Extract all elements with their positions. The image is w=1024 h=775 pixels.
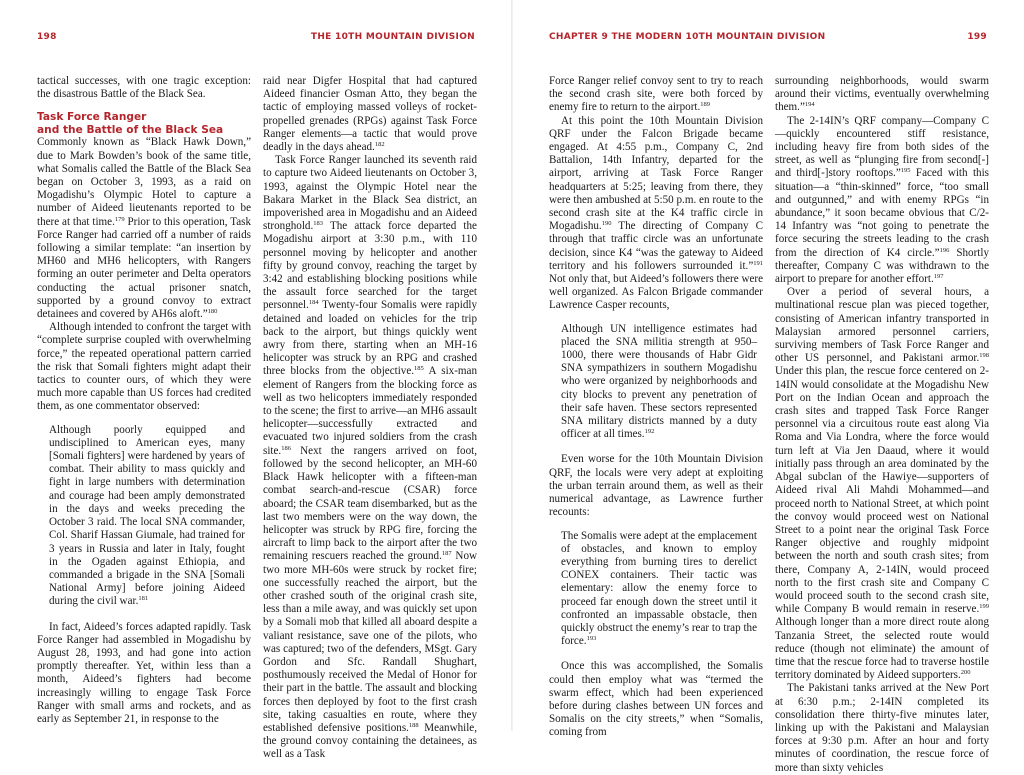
text-run: Next the rangers arrived on foot, followed by the second helicopter, an MH-60 Black Hawk helicopter with a fifteen-man combat search-and-rescue (CSAR) force aboard; the CSAR team disembarked, but as the last two members were on the way down, the helicopter was struck by RPG fire, forcing the aircraft to limp back to the airport after the two remaining rescuers reached the ground. bbox=[263, 444, 477, 563]
text-run: The 2-14IN’s QRF company—Company C—quickly encountered stiff resistance, including heavy fire from both sides of the street, as well as “plunging fire from second[-] and third[-]story rooftops.” bbox=[775, 114, 989, 180]
text-run: Now two more MH-60s were struck by rocket fire; one successfully reached the airport, but the other crashed south of the original crash site, less than a mile away, and was quickly set upon by a Somali mob that killed all aboard despite a valiant resistance, save one of the pilots, who was captured; two of the defenders, MSgt. Gary Gordon and Sfc. Randall Shughart, posthumously received the Medal of Honor for their part in the battle. The assault and blocking forces then deployed by foot to the first crash site, taking casualties en route, where they established defensive positions. bbox=[263, 550, 478, 734]
text-run: raid near Digfer Hospital that had captured Aideed financier Osman Atto, they began the tactic of employing massed volleys of rocket-propelled grenades (RPGs) against Task Force Ranger elements—a tactic that would prove deadly in the days ahead. bbox=[263, 75, 477, 154]
column-3 bbox=[549, 75, 763, 740]
footnote-ref: 197 bbox=[933, 273, 944, 281]
text-run: Over a period of several hours, a multinational rescue plan was pieced together, consisting of American infantry transported in Malaysian armored personnel carriers, surviving members of Task Force Ranger and other US personnel, and Pakistani armor. bbox=[775, 286, 989, 365]
text-run: Faced with this situation—a “thin-skinned” force, “too small and outgunned,” and with enemy RPGs “in abundance,” it soon became obvious that C/2-14 Infantry was “not going to penetrate the force securing the streets leading to the crash from the direction of K4 circle.” bbox=[775, 167, 989, 259]
footnote-ref: 200 bbox=[960, 669, 971, 677]
paragraph bbox=[37, 621, 251, 727]
right-page bbox=[512, 0, 1024, 774]
text-run: Although intended to confront the target with “complete surprise coupled with overwhelming force,” the repeated operational pattern carried the risk that Somali fighters might adapt their tactics to counter ours, of which they were much more capable than US forces had credited them, as one commentator observed: bbox=[37, 321, 251, 413]
footnote-ref: 184 bbox=[308, 299, 319, 307]
text-run: Commonly known as “Black Hawk Down,” due to Mark Bowden’s book of the same title, what Somalis called the Battle of the Black Sea began on October 3, 1993, as a raid on Mogadishu’s Olympic Hotel to capture a number of Aideed lieutenants reported to be there at that time. bbox=[37, 136, 251, 228]
footnote-ref: 193 bbox=[586, 635, 597, 643]
footnote-ref: 188 bbox=[408, 721, 419, 729]
page-number: 199 bbox=[967, 32, 987, 42]
text-run: Although poorly equipped and undisciplined to American eyes, many [Somali fighters] were hardened by years of combat. Their ability to mass quickly and fight in large numbers with determination and courage had been amply demonstrated in the days and weeks preceding the October 3 raid. The local SNA commander, Col. Sharif Hassan Giumale, had trained for 3 years in Russia and later in Italy, fought in the Ogaden against Ethiopia, and commanded a brigade in the SNA [Somali National Army] before joining Aideed during the civil war. bbox=[49, 423, 245, 608]
paragraph bbox=[775, 75, 989, 115]
text-run: Although longer than a more direct route along Tanzania Street, the selected route would reduce (though not eliminate) the amount of time that the rescue force had to traverse hostile territory dominated by Aideed supporters. bbox=[775, 616, 989, 682]
page-number: 198 bbox=[37, 32, 57, 42]
text-run: Task Force Ranger launched its seventh raid to capture two Aideed lieutenants on October 3, 1993, against the Olympic Hotel near the Bakara Market in the Black Sea district, an impoverished area in Mogadishu and an Aideed stronghold. bbox=[263, 154, 477, 233]
running-head: CHAPTER 9 THE MODERN 10TH MOUNTAIN DIVISION bbox=[549, 32, 826, 42]
column-1 bbox=[37, 75, 251, 726]
footnote-ref: 187 bbox=[441, 550, 452, 558]
column-4 bbox=[775, 75, 989, 775]
text-run: The Pakistani tanks arrived at the New Port at 6:30 p.m.; 2-14IN completed its consolidation there thirty-five minutes later, linking up with the Pakistani and Malaysian forces at 9:30 p.m. After an hour and forty minutes of coordination, the rescue force of more than sixty vehicles bbox=[775, 682, 989, 774]
paragraph: tactical successes, with one tragic exception: the disastrous Battle of the Black Sea. bbox=[37, 75, 251, 101]
paragraph bbox=[549, 660, 763, 739]
paragraph bbox=[775, 286, 989, 682]
block-quote bbox=[561, 530, 757, 649]
text-run: Shortly thereafter, Company C was withdrawn to the airport to prepare for another effort. bbox=[775, 246, 989, 286]
paragraph bbox=[549, 115, 763, 313]
paragraph bbox=[37, 321, 251, 413]
footnote-ref: 181 bbox=[138, 595, 149, 603]
footnote-ref: 192 bbox=[644, 428, 655, 436]
text-run: At this point the 10th Mountain Division QRF under the Falcon Brigade became engaged. At 4:55 p.m., Company C, 2nd Battalion, 14th Infantry, departed for the airport, arriving at Task Force Ranger headquarters at 5:25; leaving from there, they were then ambushed at 5:50 p.m. en route to the second crash site at the K4 traffic circle in Mogadishu. bbox=[549, 114, 763, 233]
block-quote bbox=[561, 323, 757, 442]
text-run: The directing of Company C through that traffic circle was an unfortunate decision, since K4 “was the gateway to Aideed territory and his followers surrounded it.” bbox=[549, 220, 763, 272]
text-run: Although UN intelligence estimates had placed the SNA militia strength at 950–1000, there were thousands of Habr Gidr SNA sympathizers in southern Mogadishu who were organized by neighborhoods and city blocks to prevent any penetration of their safe haven. These sectors represented SNA military districts manned by a duty officer at all times. bbox=[561, 322, 757, 441]
footnote-ref: 194 bbox=[804, 101, 815, 109]
footnote-ref: 186 bbox=[281, 444, 291, 452]
heading-line: and the Battle of the Black Sea bbox=[37, 123, 224, 136]
footnote-ref: 179 bbox=[114, 215, 125, 223]
text-run: Prior to this operation, Task Force Ranger had carried off a number of raids following a similar template: “an insertion by MH60 and MH6 helicopters, with Rangers forming an outer perimeter and Delta operators conducting the actual prisoner snatch, supported by a ground convoy to extract detainees and covered by AH6s aloft.” bbox=[37, 215, 251, 321]
text-run: Force Ranger relief convoy sent to try to reach the second crash site, were both forced by enemy fire to return to the airport. bbox=[549, 75, 763, 114]
text-run: In fact, Aideed’s forces adapted rapidly. Task Force Ranger had assembled in Mogadishu by August 28, 1993, and had gone into action promptly thereafter. Yet, within less than a month, Aideed’s fighters had become increasingly willing to engage Task Force Ranger with small arms and rockets, and as early as September 21, in response to the bbox=[37, 620, 251, 725]
paragraph bbox=[263, 75, 477, 154]
section-heading bbox=[37, 111, 251, 136]
footnote-ref: 185 bbox=[414, 365, 424, 373]
left-page bbox=[0, 0, 512, 761]
paragraph bbox=[263, 154, 477, 761]
footnote-ref: 189 bbox=[700, 101, 710, 109]
footnote-ref: 199 bbox=[979, 603, 989, 611]
text-run: Once this was accomplished, the Somalis could then employ what was “termed the swarm effect, which had been experienced before during clashes between UN forces and Somalis on the city streets,” when “Somalis, coming from bbox=[549, 660, 763, 739]
text-run: Even worse for the 10th Mountain Division QRF, the locals were very adept at exploiting the urban terrain around them, as well as their numerical advantage, as Lawrence further recounts: bbox=[549, 453, 763, 519]
text-run: Meanwhile, the ground convoy containing the detainees, as well as a Task bbox=[263, 721, 477, 761]
paragraph bbox=[549, 75, 763, 115]
footnote-ref: 183 bbox=[313, 220, 323, 228]
paragraph bbox=[775, 682, 989, 774]
footnote-ref: 180 bbox=[207, 308, 218, 316]
footnote-ref: 198 bbox=[979, 352, 989, 360]
heading-line: Task Force Ranger bbox=[37, 111, 147, 124]
text-run: The attack force departed the Mogadishu airport at 3:30 p.m., with 110 personnel moving by helicopter and another fifty by ground convoy, reaching the target by 3:42 and establishing blocking positions while the assault force searched for the target personnel. bbox=[263, 220, 477, 312]
text-run: The Somalis were adept at the emplacement of obstacles, and known to employ everything from burning tires to derelict CONEX containers. Their tactic was elementary: allow the enemy force to proceed far enough down the street until it confronted an impassable obstacle, then quickly obstruct the enemy’s rear to trap the force. bbox=[561, 529, 757, 648]
footnote-ref: 190 bbox=[601, 220, 612, 228]
paragraph bbox=[775, 115, 989, 287]
footnote-ref: 191 bbox=[753, 259, 763, 267]
footnote-ref: 196 bbox=[939, 246, 950, 254]
footnote-ref: 182 bbox=[374, 141, 385, 149]
text-run: Twenty-four Somalis were rapidly detained and loaded on vehicles for the trip back to the airport, but things quickly went awry from there, starting when an MH-16 helicopter was struck by an RPG and crashed three blocks from the objective. bbox=[263, 299, 477, 378]
running-head: THE 10TH MOUNTAIN DIVISION bbox=[310, 32, 475, 42]
paragraph bbox=[37, 136, 251, 321]
paragraph bbox=[549, 453, 763, 519]
block-quote bbox=[49, 424, 245, 609]
text-run: Under this plan, the rescue force centered on 2-14IN would consolidate at the Mogadishu New Port on the Indian Ocean and approach the crash sites and trapped Task Force Ranger personnel via a circuitous route east along Via Roma and Via Londra, where the force would turn left at Via Jen Daaud, where it would initially pass through an area dominated by the Abgal subclan of the Hawiye—supporters of Aideed rival Ali Mahdi Mohammed—and proceed north to National Street, at which point the convoy would proceed west on National Street to a point near the original Task Force Ranger objective and roughly midpoint between the north and south crash sites; from there, Company A, 2-14IN, would proceed north to the first crash site and Company C would proceed south to the second crash site, while Company B would remain in reserve. bbox=[775, 365, 989, 616]
text-run: surrounding neighborhoods, would swarm around their victims, eventually overwhelming them.” bbox=[775, 75, 989, 114]
column-2 bbox=[263, 75, 477, 762]
text-run: A six-man element of Rangers from the blocking force as well as two helicopters immediately responded to the scene; the first to arrive—an MH6 assault helicopter—successfully extracted and evacuated two injured soldiers from the crash site. bbox=[263, 365, 478, 457]
text-run: Not only that, but Aideed’s followers there were well organized. As Falcon Brigade commander Lawrence Casper recounts, bbox=[549, 273, 763, 312]
footnote-ref: 195 bbox=[900, 167, 911, 175]
